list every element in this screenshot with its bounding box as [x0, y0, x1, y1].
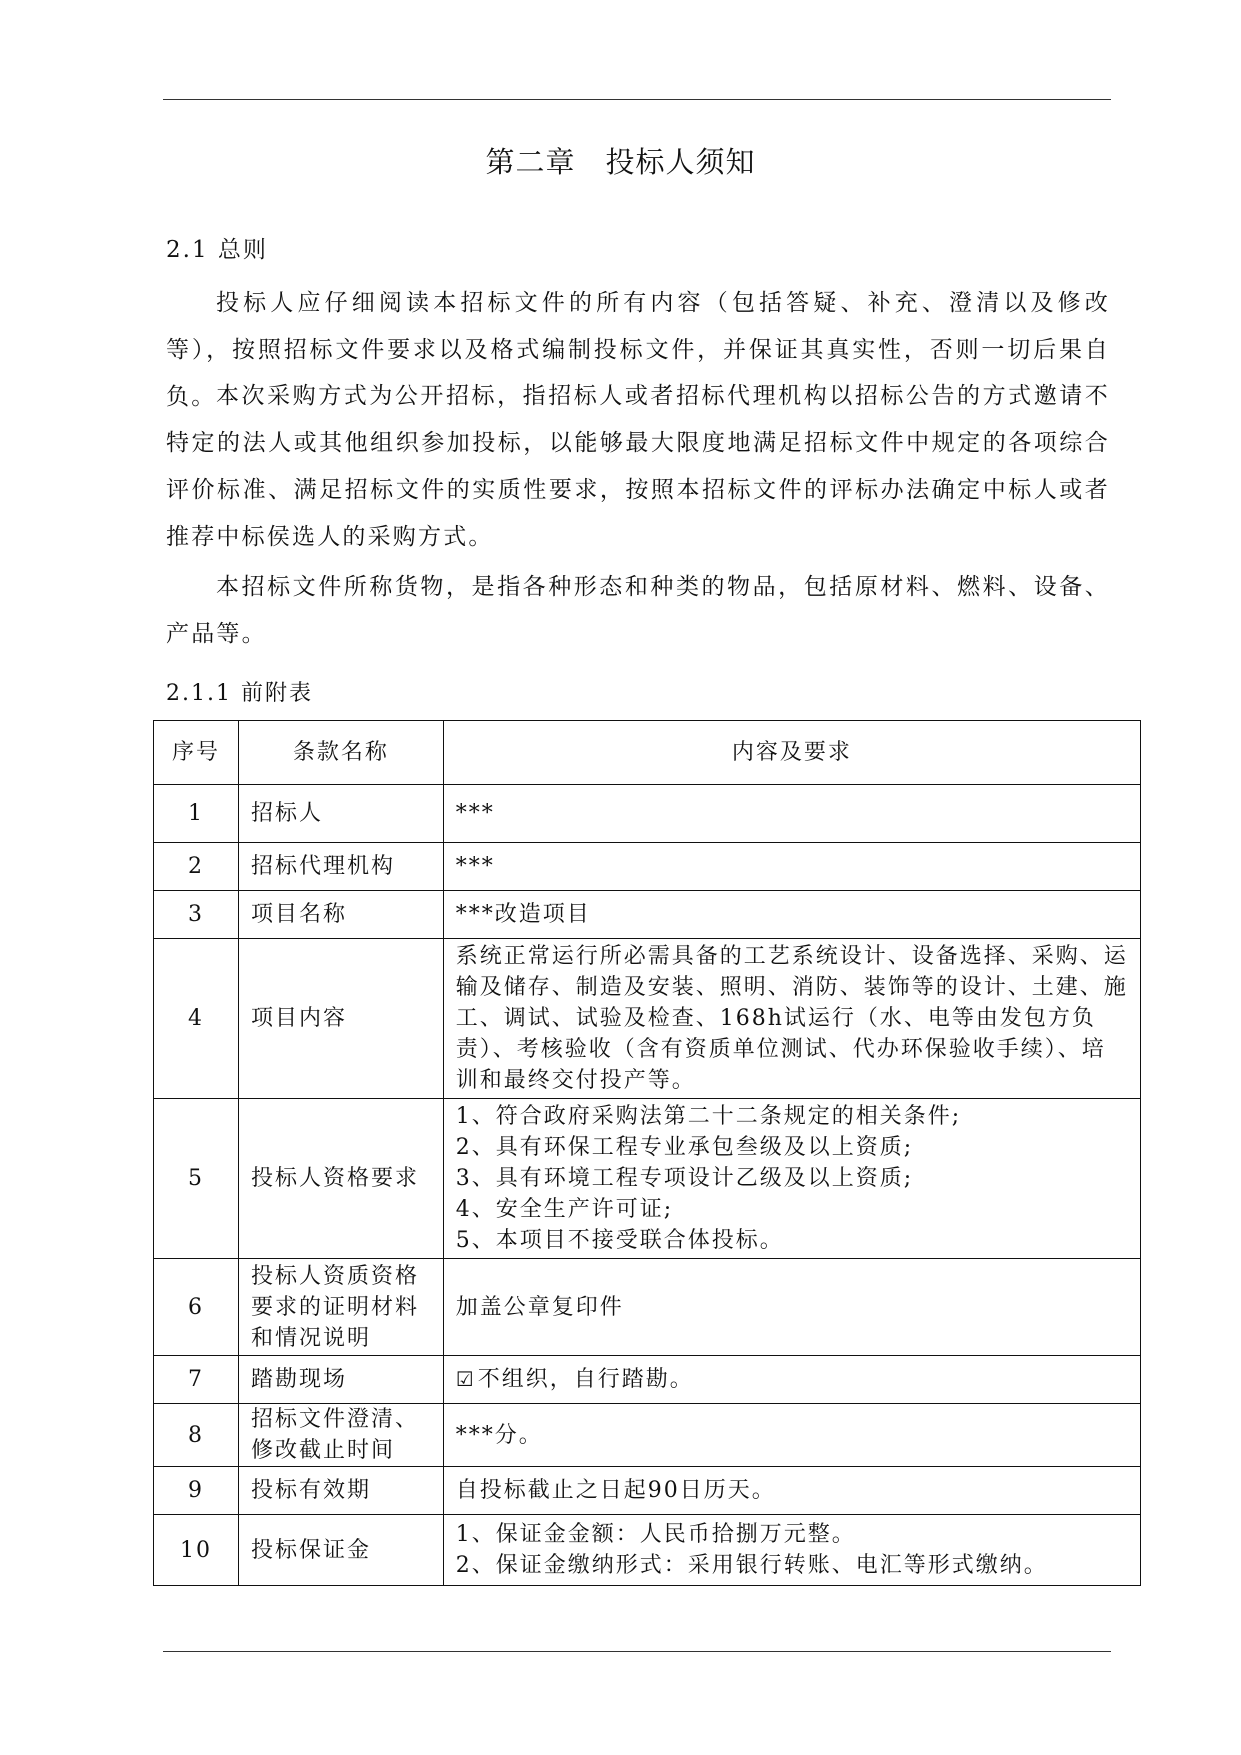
header-rule: [163, 99, 1111, 100]
content-line: 加盖公章复印件: [455, 1294, 624, 1320]
content-line: 3、具有环境工程专项设计乙级及以上资质;: [455, 1166, 914, 1191]
clause-name: 招标文件澄清、修改截止时间: [238, 1404, 443, 1467]
clause-name: 投标有效期: [238, 1467, 443, 1515]
chapter-title: 第二章 投标人须知: [485, 145, 756, 179]
clause-content: [443, 843, 1140, 891]
table-row: [154, 1515, 1141, 1586]
content-line: 不组织，自行踏勘。: [477, 1367, 694, 1392]
checkbox-checked-icon: ☑: [455, 1367, 476, 1391]
content-line: 1、保证金金额：人民币拾捌万元整。: [455, 1522, 856, 1547]
clause-content: [443, 939, 1140, 1099]
row-number: 7: [154, 1356, 239, 1404]
clause-content: [443, 891, 1140, 939]
clause-content: [443, 1515, 1140, 1586]
table-row: [154, 843, 1141, 891]
footer-rule: [163, 1651, 1111, 1652]
table-row: [154, 891, 1141, 939]
content-line: 系统正常运行所必需具备的工艺系统设计、设备选择、采购、运输及储存、制造及安装、照明、消防、装饰等的设计、土建、施工、调试、试验及检查、168h试运行（水、电等由发包方负责）、考核验收（含有资质单位测试、代办环保验收手续）、培训和最终交付投产等。: [455, 944, 1128, 1093]
clause-name: 项目内容: [238, 939, 443, 1099]
content-line: ***改造项目: [455, 902, 591, 927]
clause-name: 投标人资格要求: [238, 1099, 443, 1259]
row-number: 1: [154, 785, 239, 843]
row-number: 2: [154, 843, 239, 891]
content-line: 2、保证金缴纳形式：采用银行转账、电汇等形式缴纳。: [455, 1553, 1048, 1578]
content-line: ***: [455, 801, 495, 826]
row-number: 5: [154, 1099, 239, 1259]
table-row: [154, 1259, 1141, 1356]
table-body: [154, 785, 1141, 1586]
table-row: [154, 1099, 1141, 1259]
row-number: 4: [154, 939, 239, 1099]
section-heading-general: 2.1 总则: [166, 237, 268, 263]
table-row: [154, 939, 1141, 1099]
clause-name: 招标人: [238, 785, 443, 843]
clause-content: [443, 1404, 1140, 1467]
row-number: 10: [154, 1515, 239, 1586]
row-number: 6: [154, 1259, 239, 1356]
clause-name: 投标保证金: [238, 1515, 443, 1586]
front-table: [153, 720, 1141, 1586]
table-row: [154, 1467, 1141, 1515]
table-row: [154, 1356, 1141, 1404]
row-number: 3: [154, 891, 239, 939]
table-header-row: [154, 721, 1141, 785]
header-no: 序号: [154, 721, 239, 785]
header-name: 条款名称: [238, 721, 443, 785]
table-row: [154, 785, 1141, 843]
content-line: 4、安全生产许可证;: [455, 1197, 674, 1222]
table-row: [154, 1404, 1141, 1467]
paragraph-2: 本次采购方式为公开招标，指招标人或者招标代理机构以招标公告的方式邀请不特定的法人或其他组织参加投标，以能够最大限度地满足招标文件中规定的各项综合评价标准、满足招标文件的实质性要求，按照本招标文件的评标办法确定中标人或者推荐中标侯选人的采购方式。: [166, 383, 1110, 550]
clause-name: 投标人资质资格要求的证明材料和情况说明: [238, 1259, 443, 1356]
clause-content: [443, 785, 1140, 843]
section-heading-table: 2.1.1 前附表: [166, 681, 313, 706]
content-line: 1、符合政府采购法第二十二条规定的相关条件;: [455, 1104, 962, 1129]
header-content: 内容及要求: [443, 721, 1140, 785]
content-line: ***分。: [455, 1422, 543, 1448]
row-number: 8: [154, 1404, 239, 1467]
paragraph-1: 投标人应仔细阅读本招标文件的所有内容（包括答疑、补充、澄清以及修改等），按照招标文件要求以及格式编制投标文件，并保证其真实性，否则一切后果自负。: [166, 290, 1110, 410]
paragraph-3: 本招标文件所称货物，是指各种形态和种类的物品，包括原材料、燃料、设备、产品等。: [166, 574, 1110, 647]
clause-name: 招标代理机构: [238, 843, 443, 891]
row-number: 9: [154, 1467, 239, 1515]
clause-content: [443, 1467, 1140, 1515]
content-line: 2、具有环保工程专业承包叁级及以上资质;: [455, 1135, 914, 1160]
clause-name: 踏勘现场: [238, 1356, 443, 1404]
clause-content: [443, 1099, 1140, 1259]
clause-content: [443, 1259, 1140, 1356]
clause-content: [443, 1356, 1140, 1404]
content-line: 自投标截止之日起90日历天。: [455, 1478, 776, 1503]
clause-name: 项目名称: [238, 891, 443, 939]
content-line: ***: [455, 854, 495, 879]
content-line: 5、本项目不接受联合体投标。: [455, 1228, 784, 1253]
